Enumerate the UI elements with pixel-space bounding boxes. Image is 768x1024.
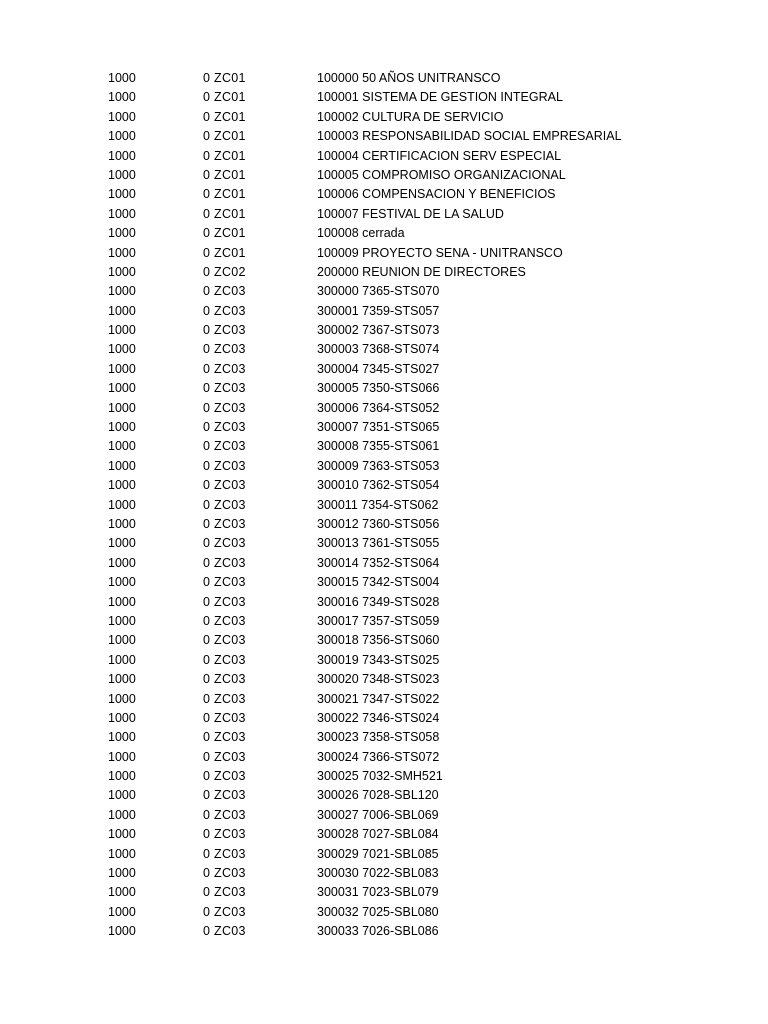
order-type-cell: 0 ZC03 [203,284,246,299]
table-row [0,147,768,166]
company-code-cell: 1000 [108,420,136,435]
company-code-cell: 1000 [108,129,136,144]
order-type-cell: 0 ZC03 [203,458,246,473]
table-row [0,185,768,204]
company-code-cell: 1000 [108,264,136,279]
table-row [0,786,768,805]
table-row [0,496,768,515]
table-row [0,379,768,398]
order-description-cell: 300033 7026-SBL086 [317,924,439,939]
order-type-cell: 0 ZC03 [203,439,246,454]
table-row [0,593,768,612]
table-row [0,631,768,650]
table-row [0,922,768,941]
order-description-cell: 100005 COMPROMISO ORGANIZACIONAL [317,167,566,182]
company-code-cell: 1000 [108,536,136,551]
company-code-cell: 1000 [108,206,136,221]
order-description-cell: 100006 COMPENSACION Y BENEFICIOS [317,187,556,202]
order-description-cell: 300000 7365-STS070 [317,284,440,299]
order-type-cell: 0 ZC03 [203,788,246,803]
order-description-cell: 300025 7032-SMH521 [317,769,443,784]
order-description-cell: 300019 7343-STS025 [317,652,440,667]
order-description-cell: 100001 SISTEMA DE GESTION INTEGRAL [317,90,563,105]
order-description-cell: 300020 7348-STS023 [317,672,440,687]
company-code-cell: 1000 [108,749,136,764]
company-code-cell: 1000 [108,497,136,512]
order-type-cell: 0 ZC03 [203,400,246,415]
order-description-cell: 300022 7346-STS024 [317,710,440,725]
table-row [0,806,768,825]
order-type-cell: 0 ZC03 [203,633,246,648]
table-row [0,108,768,127]
order-type-cell: 0 ZC03 [203,749,246,764]
company-code-cell: 1000 [108,361,136,376]
table-row [0,457,768,476]
table-row [0,554,768,573]
order-description-cell: 300029 7021-SBL085 [317,846,439,861]
order-type-cell: 0 ZC03 [203,361,246,376]
company-code-cell: 1000 [108,575,136,590]
order-type-cell: 0 ZC01 [203,167,246,182]
order-description-cell: 300027 7006-SBL069 [317,807,439,822]
company-code-cell: 1000 [108,187,136,202]
order-description-cell: 300007 7351-STS065 [317,420,440,435]
order-type-cell: 0 ZC03 [203,342,246,357]
table-row [0,340,768,359]
order-description-cell: 100007 FESTIVAL DE LA SALUD [317,206,504,221]
order-type-cell: 0 ZC03 [203,516,246,531]
order-type-cell: 0 ZC03 [203,924,246,939]
table-row [0,166,768,185]
company-code-cell: 1000 [108,323,136,338]
order-description-cell: 100009 PROYECTO SENA - UNITRANSCO [317,245,563,260]
order-description-cell: 300006 7364-STS052 [317,400,440,415]
company-code-cell: 1000 [108,652,136,667]
order-type-cell: 0 ZC03 [203,555,246,570]
table-row [0,903,768,922]
order-description-cell: 300017 7357-STS059 [317,613,440,628]
order-description-cell: 300024 7366-STS072 [317,749,440,764]
order-description-cell: 100002 CULTURA DE SERVICIO [317,109,504,124]
order-description-cell: 100008 cerrada [317,226,405,241]
order-description-cell: 100003 RESPONSABILIDAD SOCIAL EMPRESARIAL [317,129,622,144]
order-description-cell: 300021 7347-STS022 [317,691,440,706]
order-description-cell: 300011 7354-STS062 [317,497,439,512]
table-row [0,127,768,146]
order-type-cell: 0 ZC01 [203,129,246,144]
order-type-cell: 0 ZC01 [203,71,246,85]
order-description-cell: 300009 7363-STS053 [317,458,440,473]
company-code-cell: 1000 [108,245,136,260]
table-row [0,244,768,263]
company-code-cell: 1000 [108,226,136,241]
order-description-cell: 200000 REUNION DE DIRECTORES [317,264,526,279]
company-code-cell: 1000 [108,730,136,745]
order-type-cell: 0 ZC03 [203,769,246,784]
order-description-cell: 300012 7360-STS056 [317,516,440,531]
order-type-cell: 0 ZC03 [203,497,246,512]
table-row [0,69,768,88]
company-code-cell: 1000 [108,710,136,725]
order-description-cell: 300013 7361-STS055 [317,536,440,551]
table-row [0,670,768,689]
company-code-cell: 1000 [108,439,136,454]
order-type-cell: 0 ZC01 [203,148,246,163]
table-row [0,515,768,534]
order-description-cell: 300026 7028-SBL120 [317,788,439,803]
order-type-cell: 0 ZC03 [203,420,246,435]
company-code-cell: 1000 [108,904,136,919]
order-description-cell: 300003 7368-STS074 [317,342,440,357]
company-code-cell: 1000 [108,400,136,415]
order-type-cell: 0 ZC03 [203,866,246,881]
table-row [0,321,768,340]
order-type-cell: 0 ZC03 [203,381,246,396]
order-description-cell: 300032 7025-SBL080 [317,904,439,919]
company-code-cell: 1000 [108,516,136,531]
company-code-cell: 1000 [108,148,136,163]
company-code-cell: 1000 [108,109,136,124]
company-code-cell: 1000 [108,458,136,473]
company-code-cell: 1000 [108,284,136,299]
company-code-cell: 1000 [108,342,136,357]
table-row [0,418,768,437]
company-code-cell: 1000 [108,846,136,861]
order-description-cell: 300001 7359-STS057 [317,303,440,318]
order-type-cell: 0 ZC03 [203,807,246,822]
order-description-cell: 300028 7027-SBL084 [317,827,439,842]
table-row [0,573,768,592]
order-description-cell: 300031 7023-SBL079 [317,885,439,900]
company-code-cell: 1000 [108,633,136,648]
order-type-cell: 0 ZC02 [203,264,246,279]
company-code-cell: 1000 [108,827,136,842]
table-row [0,864,768,883]
order-type-cell: 0 ZC03 [203,594,246,609]
table-row [0,748,768,767]
order-description-cell: 300015 7342-STS004 [317,575,440,590]
company-code-cell: 1000 [108,594,136,609]
order-type-cell: 0 ZC03 [203,827,246,842]
company-code-cell: 1000 [108,381,136,396]
company-code-cell: 1000 [108,71,136,85]
order-type-cell: 0 ZC03 [203,691,246,706]
order-type-cell: 0 ZC03 [203,613,246,628]
order-description-cell: 300010 7362-STS054 [317,478,440,493]
order-description-cell: 300008 7355-STS061 [317,439,440,454]
table-row [0,282,768,301]
order-description-cell: 300004 7345-STS027 [317,361,440,376]
table-row [0,883,768,902]
table-row [0,612,768,631]
order-type-cell: 0 ZC03 [203,323,246,338]
order-type-cell: 0 ZC01 [203,245,246,260]
order-type-cell: 0 ZC01 [203,90,246,105]
company-code-cell: 1000 [108,924,136,939]
order-description-cell: 300023 7358-STS058 [317,730,440,745]
order-type-cell: 0 ZC01 [203,109,246,124]
order-type-cell: 0 ZC03 [203,730,246,745]
table-row [0,437,768,456]
order-description-cell: 300002 7367-STS073 [317,323,440,338]
company-code-cell: 1000 [108,303,136,318]
order-description-cell: 300016 7349-STS028 [317,594,440,609]
company-code-cell: 1000 [108,613,136,628]
company-code-cell: 1000 [108,885,136,900]
order-type-cell: 0 ZC01 [203,187,246,202]
order-type-cell: 0 ZC03 [203,904,246,919]
table-row [0,399,768,418]
company-code-cell: 1000 [108,478,136,493]
order-type-cell: 0 ZC03 [203,672,246,687]
table-row [0,767,768,786]
table-row [0,224,768,243]
table-row [0,728,768,747]
table-row [0,709,768,728]
table-row [0,690,768,709]
table-row [0,263,768,282]
company-code-cell: 1000 [108,672,136,687]
order-description-cell: 100004 CERTIFICACION SERV ESPECIAL [317,148,562,163]
company-code-cell: 1000 [108,555,136,570]
order-type-cell: 0 ZC03 [203,478,246,493]
company-code-cell: 1000 [108,866,136,881]
order-type-cell: 0 ZC01 [203,226,246,241]
order-type-cell: 0 ZC03 [203,710,246,725]
table-row [0,825,768,844]
table-row [0,205,768,224]
company-code-cell: 1000 [108,90,136,105]
order-description-cell: 300005 7350-STS066 [317,381,440,396]
order-description-cell: 100000 50 AÑOS UNITRANSCO [317,71,501,85]
company-code-cell: 1000 [108,769,136,784]
document-table [0,69,768,942]
company-code-cell: 1000 [108,691,136,706]
company-code-cell: 1000 [108,788,136,803]
table-row [0,476,768,495]
table-row [0,360,768,379]
order-type-cell: 0 ZC03 [203,303,246,318]
order-type-cell: 0 ZC01 [203,206,246,221]
table-row [0,651,768,670]
order-type-cell: 0 ZC03 [203,575,246,590]
table-row [0,534,768,553]
order-description-cell: 300030 7022-SBL083 [317,866,439,881]
table-row [0,845,768,864]
order-description-cell: 300018 7356-STS060 [317,633,440,648]
company-code-cell: 1000 [108,807,136,822]
order-type-cell: 0 ZC03 [203,885,246,900]
order-type-cell: 0 ZC03 [203,846,246,861]
table-row [0,302,768,321]
table-row [0,88,768,107]
order-type-cell: 0 ZC03 [203,536,246,551]
order-description-cell: 300014 7352-STS064 [317,555,440,570]
order-type-cell: 0 ZC03 [203,652,246,667]
company-code-cell: 1000 [108,167,136,182]
